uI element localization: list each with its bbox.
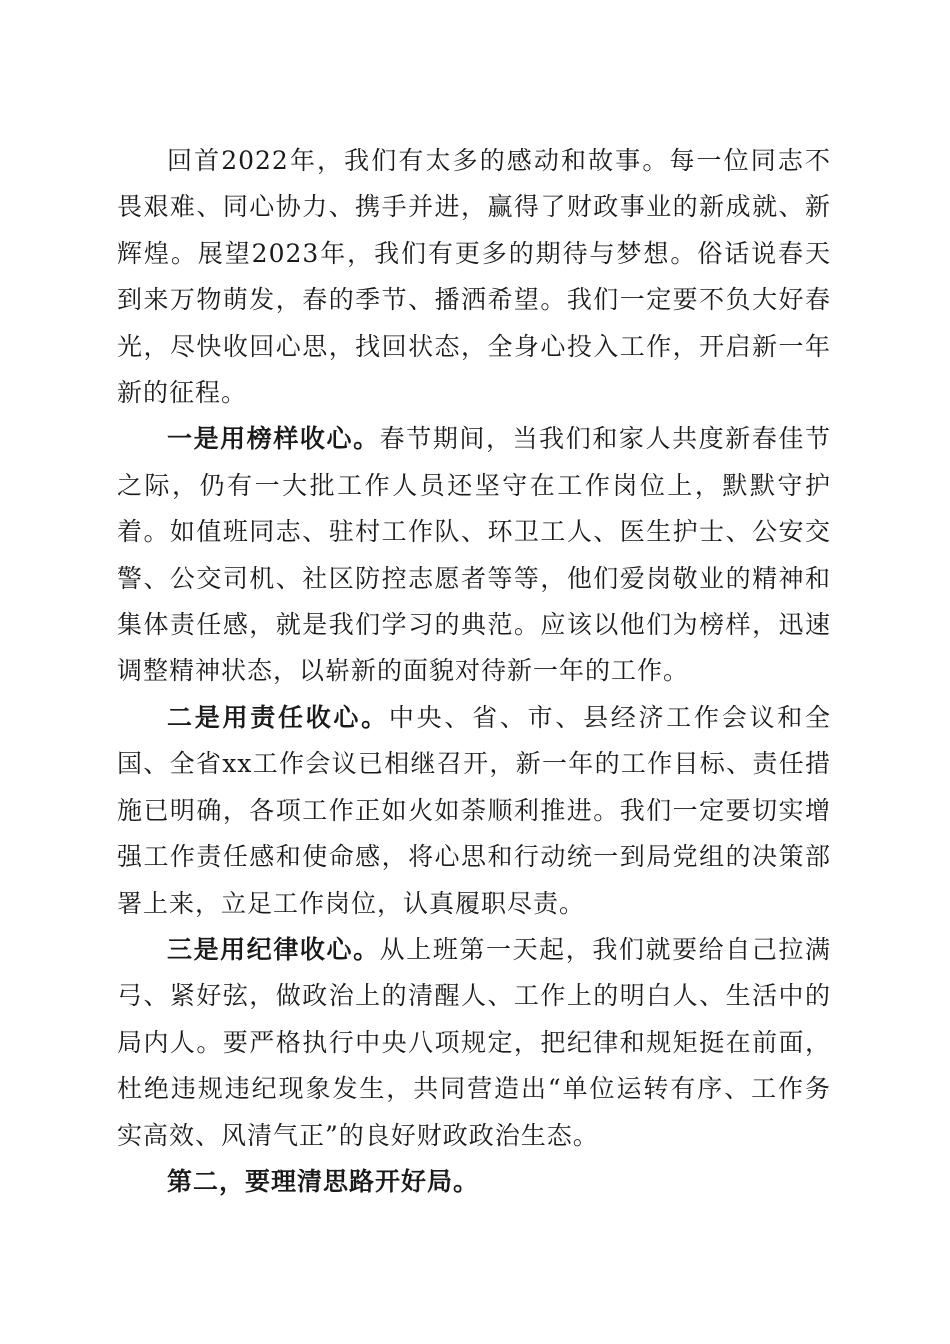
paragraph-lead: 二是用责任收心。 <box>167 702 389 732</box>
paragraph-text: 春节期间，当我们和家人共度新春佳节之际，仍有一大批工作人员还坚守在工作岗位上，默默守护着。如值班同志、驻村工作队、环卫工人、医生护士、公安交警、公交司机、社区防控志愿者等等，他们爱岗敬业的精神和集体责任感，就是我们学习的典范。应该以他们为榜样，迅速调整精神状态，以崭新的面貌对待新一年的工作。 <box>117 424 831 686</box>
paragraph-text: 中央、省、市、县经济工作会议和全国、全省xx工作会议已相继召开，新一年的工作目标、责任措施已明确，各项工作正如火如荼顺利推进。我们一定要切实增强工作责任感和使命感，将心思和行动统一到局党组的决策部署上来，立足工作岗位，认真履职尽责。 <box>117 702 831 918</box>
paragraph-role-models <box>117 416 831 694</box>
paragraph-intro <box>117 138 831 416</box>
paragraph-discipline <box>117 927 831 1159</box>
document-body <box>117 138 831 1205</box>
paragraph-responsibility <box>117 695 831 927</box>
paragraph-lead: 三是用纪律收心。 <box>167 934 380 964</box>
section-heading: 第二，要理清思路开好局。 <box>167 1166 480 1196</box>
paragraph-lead: 一是用榜样收心。 <box>167 424 380 454</box>
paragraph-text: 从上班第一天起，我们就要给自己拉满弓、紧好弦，做政治上的清醒人、工作上的明白人、生活中的局内人。要严格执行中央八项规定，把纪律和规矩挺在前面，杜绝违规违纪现象发生，共同营造出“单位运转有序、工作务实高效、风清气正”的良好财政政治生态。 <box>117 934 831 1150</box>
paragraph-text: 回首2022年，我们有太多的感动和故事。每一位同志不畏艰难、同心协力、携手并进，赢得了财政事业的新成就、新辉煌。展望2023年，我们有更多的期待与梦想。俗话说春天到来万物萌发，春的季节、播洒希望。我们一定要不负大好春光，尽快收回心思，找回状态，全身心投入工作，开启新一年新的征程。 <box>117 146 831 408</box>
